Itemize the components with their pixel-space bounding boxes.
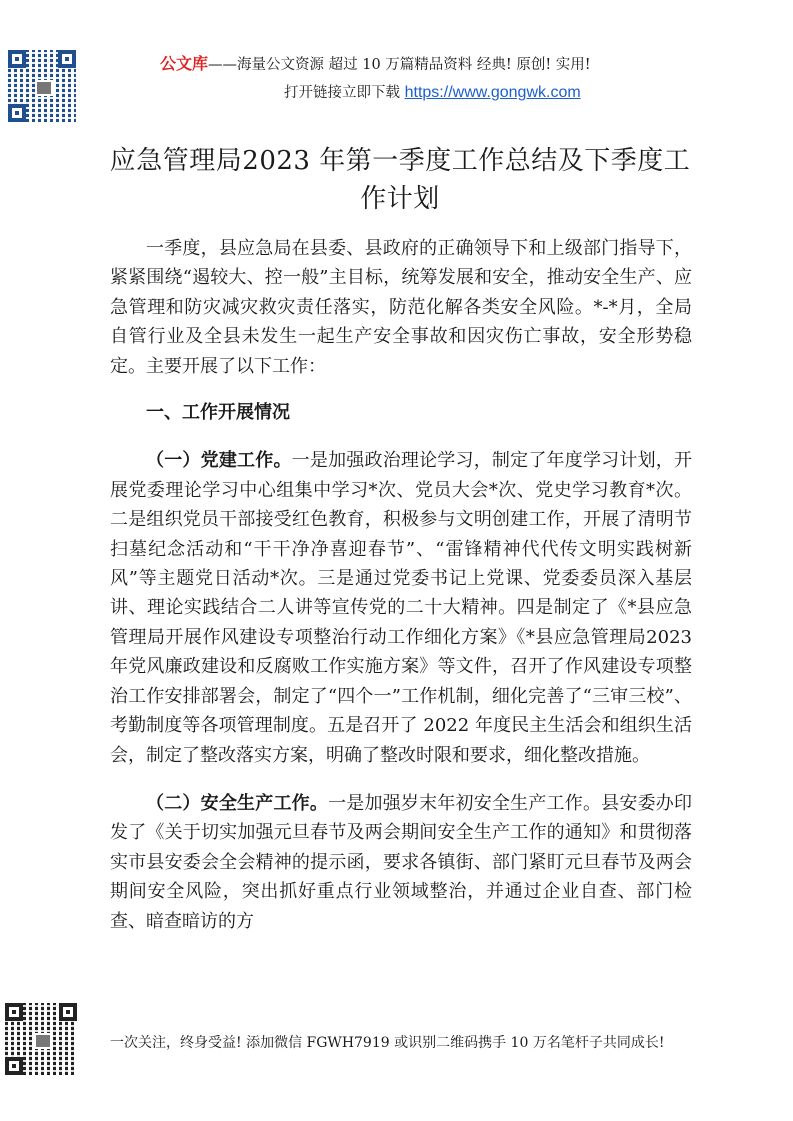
- qr-finder-icon: [59, 1003, 77, 1021]
- paragraph-text: 一是加强政治理论学习，制定了年度学习计划，开展党委理论学习中心组集中学习*次、党员大会*次、党史学习教育*次。二是组织党员干部接受红色教育，积极参与文明创建工作，开展了清明节扫墓纪念活动和“干干净净喜迎春节”、“雷锋精神代代传文明实践树新风”等主题党日活动*次。三是通过党委书记上党课、党委委员深入基层讲、理论实践结合二人讲等宣传党的二十大精神。四是制定了《*县应急管理局开展作风建设专项整治行动工作细化方案》《*县应急管理局2023 年党风廉政建设和反腐败工作实施方案》等文件，召开了作风建设专项整治工作安排部署会，制定了“四个一”工作机制，细化完善了“三审三校”、考勤制度等各项管理制度。五是召开了 2022 年度民主生活会和组织生活会，制定了整改落实方案，明确了整改时限和要求，细化整改措施。: [110, 450, 692, 766]
- website-link[interactable]: https://www.gongwk.com: [404, 84, 581, 101]
- intro-paragraph: 一季度，县应急局在县委、县政府的正确领导下和上级部门指导下，紧紧围绕“遏较大、控一般”主目标，统筹发展和安全，推动安全生产、应急管理和防灾减灾救灾责任落实，防范化解各类安全风险。*-*月，全局自管行业及全县未发生一起生产安全事故和因灾伤亡事故，安全形势稳定。主要开展了以下工作：: [110, 238, 692, 377]
- top-qr-code-icon: [8, 50, 76, 122]
- paragraph-lead: （一）党建工作。: [146, 450, 292, 472]
- section-heading: 一、工作开展情况: [146, 402, 290, 424]
- brand-name: 公文库: [160, 54, 209, 73]
- header-line-2: [160, 79, 720, 107]
- bottom-qr-code-icon: [5, 1003, 77, 1075]
- qr-finder-icon: [58, 50, 76, 68]
- qr-finder-icon: [5, 1057, 23, 1075]
- paragraph-text: 一是加强岁末年初安全生产工作。县安委办印发了《关于切实加强元旦春节及两会期间安全生产工作的通知》和贯彻落实市县安委会全会精神的提示函，要求各镇街、部门紧盯元旦春节及两会期间安全风险，突出抓好重点行业领域整治，并通过企业自查、部门检查、暗查暗访的方: [110, 792, 693, 932]
- page-footer: 一次关注，终身受益! 添加微信 FGWH7919 或识别二维码携手 10 万名笔杆子共同成长!: [110, 1035, 665, 1051]
- qr-logo-icon: [35, 80, 53, 96]
- safety-production-paragraph: [110, 789, 692, 936]
- page-header: [160, 50, 720, 107]
- document-title: 应急管理局2023 年第一季度工作总结及下季度工作计划: [109, 146, 691, 214]
- party-building-paragraph: [110, 446, 692, 769]
- qr-finder-icon: [5, 1003, 23, 1021]
- document-body: [110, 234, 692, 936]
- header-tagline: ——海量公文资源 超过 10 万篇精品资料 经典! 原创! 实用!: [208, 57, 591, 73]
- header-line-1: [160, 50, 720, 79]
- download-text: 打开链接立即下载: [284, 85, 400, 101]
- qr-finder-icon: [8, 104, 26, 122]
- qr-finder-icon: [8, 50, 26, 68]
- paragraph-lead: （二）安全生产工作。: [146, 792, 329, 814]
- qr-logo-icon: [34, 1033, 52, 1049]
